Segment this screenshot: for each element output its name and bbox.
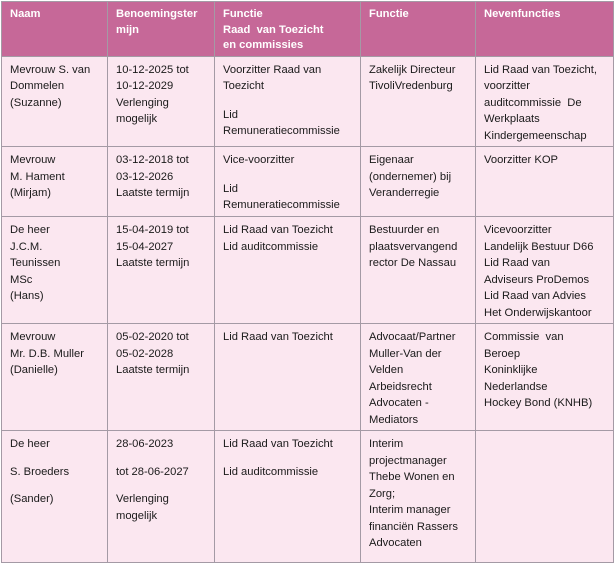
table-row [2, 56, 614, 147]
cell-termijn: 03-12-2018 tot 03-12-2026 Laatste termijn [108, 147, 215, 217]
cell-functie-rvt: Lid Raad van Toezicht Lid auditcommissie [215, 217, 361, 324]
cell-functie: Eigenaar (ondernemer) bij Veranderregie [361, 147, 476, 217]
cell-nevenfuncties: Lid Raad van Toezicht, voorzitter auditcommissie De Werkplaats Kindergemeenschap [476, 56, 614, 147]
cell-functie-rvt: Lid Raad van Toezicht Lid auditcommissie [215, 431, 361, 563]
cell-naam: Mevrouw M. Hament (Mirjam) [2, 147, 108, 217]
cell-functie: Bestuurder en plaatsvervangend rector De Nassau [361, 217, 476, 324]
header-functie: Functie [361, 2, 476, 57]
cell-naam: Mevrouw S. van Dommelen (Suzanne) [2, 56, 108, 147]
cell-functie: Advocaat/Partner Muller-Van der Velden Arbeidsrecht Advocaten - Mediators [361, 324, 476, 431]
cell-termijn: 15-04-2019 tot 15-04-2027 Laatste termijn [108, 217, 215, 324]
cell-naam: De heer S. Broeders (Sander) [2, 431, 108, 563]
table-row [2, 217, 614, 324]
cell-termijn: 28-06-2023 tot 28-06-2027 Verlenging mogelijk [108, 431, 215, 563]
cell-nevenfuncties [476, 431, 614, 563]
table-row [2, 147, 614, 217]
header-nevenfuncties: Nevenfuncties [476, 2, 614, 57]
cell-naam: Mevrouw Mr. D.B. Muller (Danielle) [2, 324, 108, 431]
board-members-table [1, 1, 614, 563]
header-benoemingstermijn: Benoemingster mijn [108, 2, 215, 57]
header-naam: Naam [2, 2, 108, 57]
cell-functie: Zakelijk Directeur TivoliVredenburg [361, 56, 476, 147]
cell-functie-rvt: Voorzitter Raad van Toezicht Lid Remuneratiecommissie [215, 56, 361, 147]
header-row [2, 2, 614, 57]
cell-termijn: 05-02-2020 tot 05-02-2028 Laatste termijn [108, 324, 215, 431]
cell-functie-rvt: Vice-voorzitter Lid Remuneratiecommissie [215, 147, 361, 217]
cell-termijn: 10-12-2025 tot 10-12-2029 Verlenging mogelijk [108, 56, 215, 147]
table-row [2, 431, 614, 563]
cell-naam: De heer J.C.M. Teunissen MSc (Hans) [2, 217, 108, 324]
cell-functie-rvt: Lid Raad van Toezicht [215, 324, 361, 431]
cell-nevenfuncties: Voorzitter KOP [476, 147, 614, 217]
cell-functie: Interim projectmanager Thebe Wonen en Zorg; Interim manager financiën Rassers Advocaten [361, 431, 476, 563]
table-row [2, 324, 614, 431]
cell-nevenfuncties: Commissie van Beroep Koninklijke Nederlandse Hockey Bond (KNHB) [476, 324, 614, 431]
header-functie-rvt: Functie Raad van Toezicht en commissies [215, 2, 361, 57]
cell-nevenfuncties: Vicevoorzitter Landelijk Bestuur D66 Lid Raad van Adviseurs ProDemos Lid Raad van Advies Het Onderwijskantoor [476, 217, 614, 324]
